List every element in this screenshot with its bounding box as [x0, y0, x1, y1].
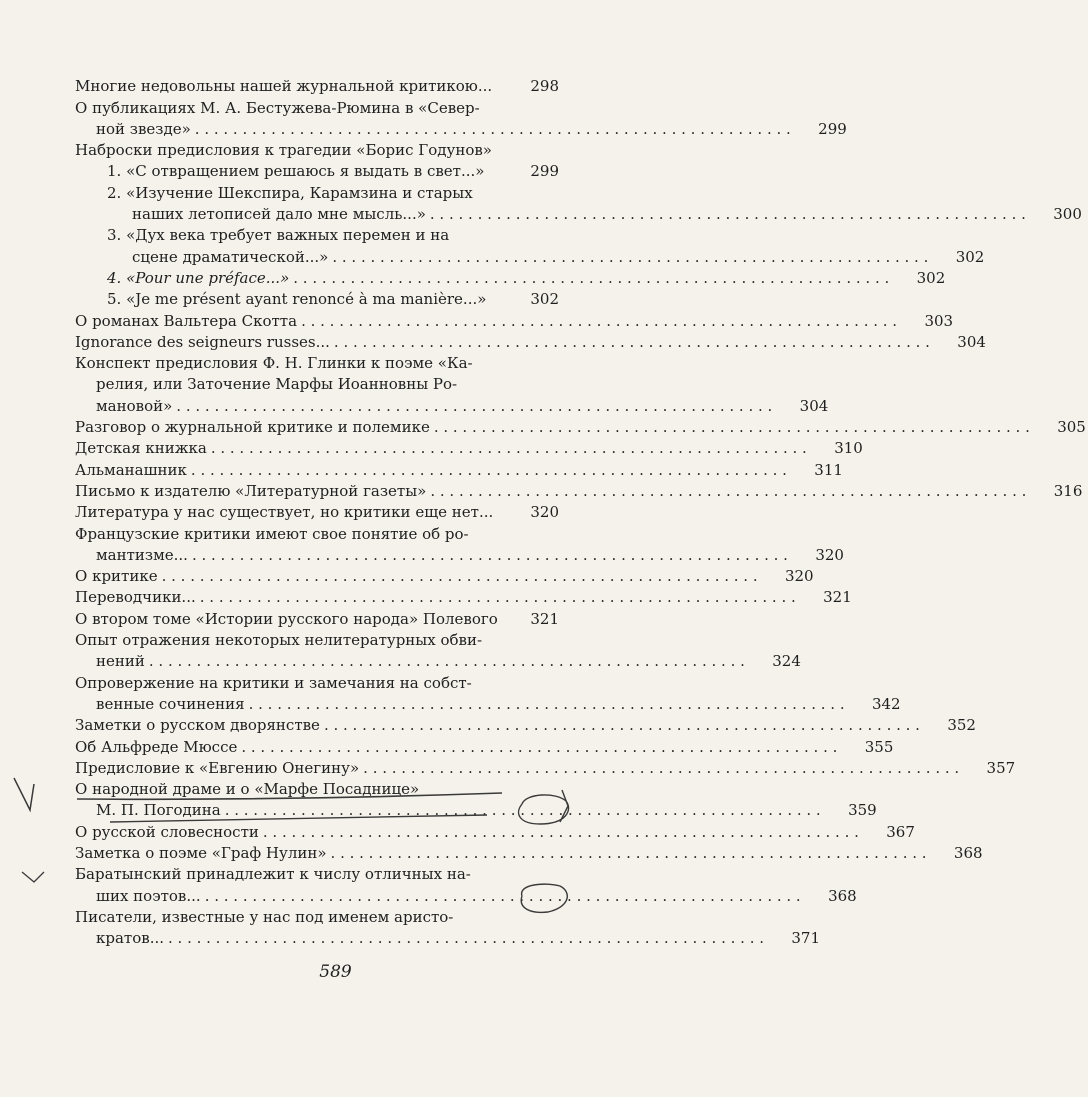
toc-entry-title: Заметка о поэме «Граф Нулин»: [75, 843, 327, 862]
toc-entry: [75, 204, 1082, 225]
toc-entry-title: О критике: [75, 567, 158, 586]
toc-entry: [75, 800, 877, 821]
toc-entry-title: кратов...: [96, 929, 164, 948]
toc-entry: [75, 140, 561, 161]
toc-entry-page: 359: [848, 801, 877, 820]
toc-entry-page: 299: [530, 162, 559, 181]
toc-entry: [75, 630, 561, 651]
toc-entry-title: Баратынский принадлежит к числу отличных на-: [75, 865, 471, 884]
toc-entry-title: Переводчики...: [75, 588, 196, 607]
toc-entry: [75, 119, 847, 140]
dot-leader: [297, 311, 897, 332]
dot-leader: [145, 651, 745, 672]
toc-entry-page: 357: [986, 758, 1016, 777]
toc-entry-title: 1. «С отвращением решаюсь я выдать в свет...»: [107, 162, 485, 181]
dot-leader: [245, 694, 845, 715]
toc-entry-page: 310: [834, 439, 863, 458]
toc-entry-title: О романах Вальтера Скотта: [75, 311, 298, 330]
toc-entry-page: 300: [1053, 205, 1082, 224]
toc-entry-title: мантизме...: [96, 545, 188, 564]
dot-leader: [426, 204, 1026, 225]
dot-leader: [328, 247, 928, 268]
toc-entry-page: 302: [916, 268, 946, 287]
toc-entry-title: Альманашник: [75, 460, 187, 479]
toc-entry: [75, 608, 561, 629]
toc-entry-title: венные сочинения: [96, 694, 245, 713]
toc-entry-page: 311: [814, 460, 843, 479]
toc-entry-title: О русской словесности: [75, 822, 259, 841]
toc-entry-page: 355: [864, 737, 894, 756]
toc-entry-page: 367: [886, 822, 915, 841]
toc-entry-title: Об Альфреде Мюссе: [75, 737, 238, 756]
toc-entry-page: 302: [955, 247, 985, 266]
toc-entry-page: 299: [818, 119, 847, 138]
toc-entry: [75, 310, 954, 331]
toc-entry-page: 321: [530, 609, 559, 628]
toc-entry: [75, 395, 829, 416]
toc-entry-title: Заметки о русском дворянстве: [75, 716, 320, 735]
dot-leader: [187, 460, 787, 481]
dot-leader: [359, 758, 959, 779]
toc-entry-title: мановой»: [96, 396, 173, 415]
dot-leader: [237, 737, 837, 758]
toc-entry: [75, 694, 901, 715]
dot-leader: [188, 545, 788, 566]
toc-entry: [75, 885, 857, 906]
table-of-contents: [75, 76, 1086, 949]
dot-leader: [164, 928, 764, 949]
toc-entry: [75, 566, 814, 587]
toc-entry: [75, 821, 915, 842]
toc-entry-title: Ignorance des seigneurs russes...: [75, 332, 330, 351]
toc-entry-title: Предисловие к «Евгению Онегину»: [75, 758, 360, 777]
toc-entry-page: 352: [947, 716, 976, 735]
dot-leader: [327, 843, 927, 864]
dot-leader: [426, 481, 1026, 502]
toc-entry-page: 321: [823, 588, 852, 607]
page-number: 589: [319, 962, 352, 982]
toc-entry-page: 305: [1057, 418, 1086, 437]
toc-entry-page: 368: [953, 843, 983, 862]
toc-entry-page: 304: [957, 332, 986, 351]
check-mark-annotation-2: [22, 872, 44, 882]
dot-leader: [201, 886, 801, 907]
toc-entry-title: Писатели, известные у нас под именем аристо-: [75, 907, 454, 926]
toc-entry-page: 368: [828, 886, 857, 905]
toc-entry: [75, 353, 561, 374]
toc-entry: [75, 481, 1083, 502]
toc-entry-title: О втором томе «Истории русского народа» Полевого: [75, 609, 498, 628]
dot-leader: [330, 332, 930, 353]
toc-entry: [75, 182, 561, 203]
toc-entry-page: 320: [530, 503, 559, 522]
toc-entry: [75, 246, 985, 267]
toc-entry-title: ших поэтов...: [96, 886, 201, 905]
toc-entry-title: 5. «Je me présent ayant renoncé à ma manière...»: [107, 290, 487, 309]
toc-entry: [75, 268, 946, 289]
toc-entry-page: 304: [799, 396, 829, 415]
dot-leader: [191, 119, 791, 140]
toc-entry-page: 320: [784, 567, 814, 586]
toc-entry-title: О публикациях М. А. Бестужева-Рюмина в «Север-: [75, 98, 480, 117]
toc-entry: [75, 76, 561, 97]
toc-entry: [75, 587, 852, 608]
toc-entry: [75, 438, 863, 459]
toc-entry: [75, 97, 561, 118]
toc-entry: [75, 651, 801, 672]
dot-leader: [172, 396, 772, 417]
toc-entry-title: релия, или Заточение Марфы Иоанновны Ро-: [96, 375, 458, 394]
toc-entry-page: 316: [1053, 481, 1083, 500]
dot-leader: [221, 800, 821, 821]
toc-entry: [75, 417, 1086, 438]
dot-leader: [259, 822, 859, 843]
toc-entry-title: Письмо к издателю «Литературной газеты»: [75, 481, 427, 500]
toc-entry-title: Конспект предисловия Ф. Н. Глинки к поэме «Ка-: [75, 354, 473, 373]
toc-entry: [75, 459, 843, 480]
toc-entry: [75, 928, 821, 949]
toc-entry: [75, 864, 561, 885]
toc-entry-title: Литература у нас существует, но критики еще нет...: [75, 503, 494, 522]
toc-entry: [75, 843, 983, 864]
toc-entry: [75, 523, 561, 544]
dot-leader: [158, 566, 758, 587]
toc-entry: [75, 779, 561, 800]
toc-entry: [75, 225, 561, 246]
toc-entry-page: 324: [772, 652, 801, 671]
toc-entry-title: Детская книжка: [75, 439, 207, 458]
toc-entry-title: Многие недовольны нашей журнальной критикою...: [75, 77, 493, 96]
toc-entry: [75, 545, 844, 566]
toc-entry-title: О народной драме и о «Марфе Посаднице»: [75, 780, 420, 799]
toc-entry-title: нений: [96, 652, 145, 671]
toc-entry-page: 298: [530, 77, 559, 96]
toc-entry: [75, 907, 561, 928]
toc-entry-page: 342: [871, 694, 901, 713]
toc-entry-title: М. П. Погодина: [96, 801, 221, 820]
toc-entry-title: наших летописей дало мне мысль...»: [132, 205, 426, 224]
toc-entry: [75, 374, 561, 395]
toc-entry: [75, 289, 561, 310]
dot-leader: [196, 587, 796, 608]
check-mark-annotation: [14, 778, 34, 810]
toc-entry-title: Опыт отражения некоторых нелитературных обви-: [75, 631, 483, 650]
toc-entry-title: Французские критики имеют свое понятие об ро-: [75, 524, 469, 543]
toc-entry-title: сцене драматической...»: [132, 247, 329, 266]
toc-entry-title: 3. «Дух века требует важных перемен и на: [107, 226, 450, 245]
toc-entry-title: Опровержение на критики и замечания на собст-: [75, 673, 472, 692]
toc-entry: [75, 161, 561, 182]
toc-entry-title: Разговор о журнальной критике и полемике: [75, 418, 430, 437]
toc-entry-title: ной звезде»: [96, 119, 191, 138]
toc-entry-page: 303: [924, 311, 954, 330]
toc-entry-page: 320: [815, 545, 844, 564]
toc-entry: [75, 502, 561, 523]
toc-entry-title: 4. «Pour une préface...»: [107, 268, 290, 287]
toc-entry: [75, 672, 561, 693]
toc-entry-page: 302: [530, 290, 559, 309]
toc-entry: [75, 758, 1016, 779]
dot-leader: [430, 417, 1030, 438]
dot-leader: [207, 438, 807, 459]
dot-leader: [320, 715, 920, 736]
toc-entry-title: 2. «Изучение Шекспира, Карамзина и старых: [107, 183, 473, 202]
toc-entry: [75, 332, 986, 353]
toc-entry-title: Наброски предисловия к трагедии «Борис Годунов»: [75, 141, 492, 160]
toc-entry: [75, 736, 894, 757]
dot-leader: [289, 268, 889, 289]
toc-entry: [75, 715, 976, 736]
toc-entry-page: 371: [791, 929, 821, 948]
